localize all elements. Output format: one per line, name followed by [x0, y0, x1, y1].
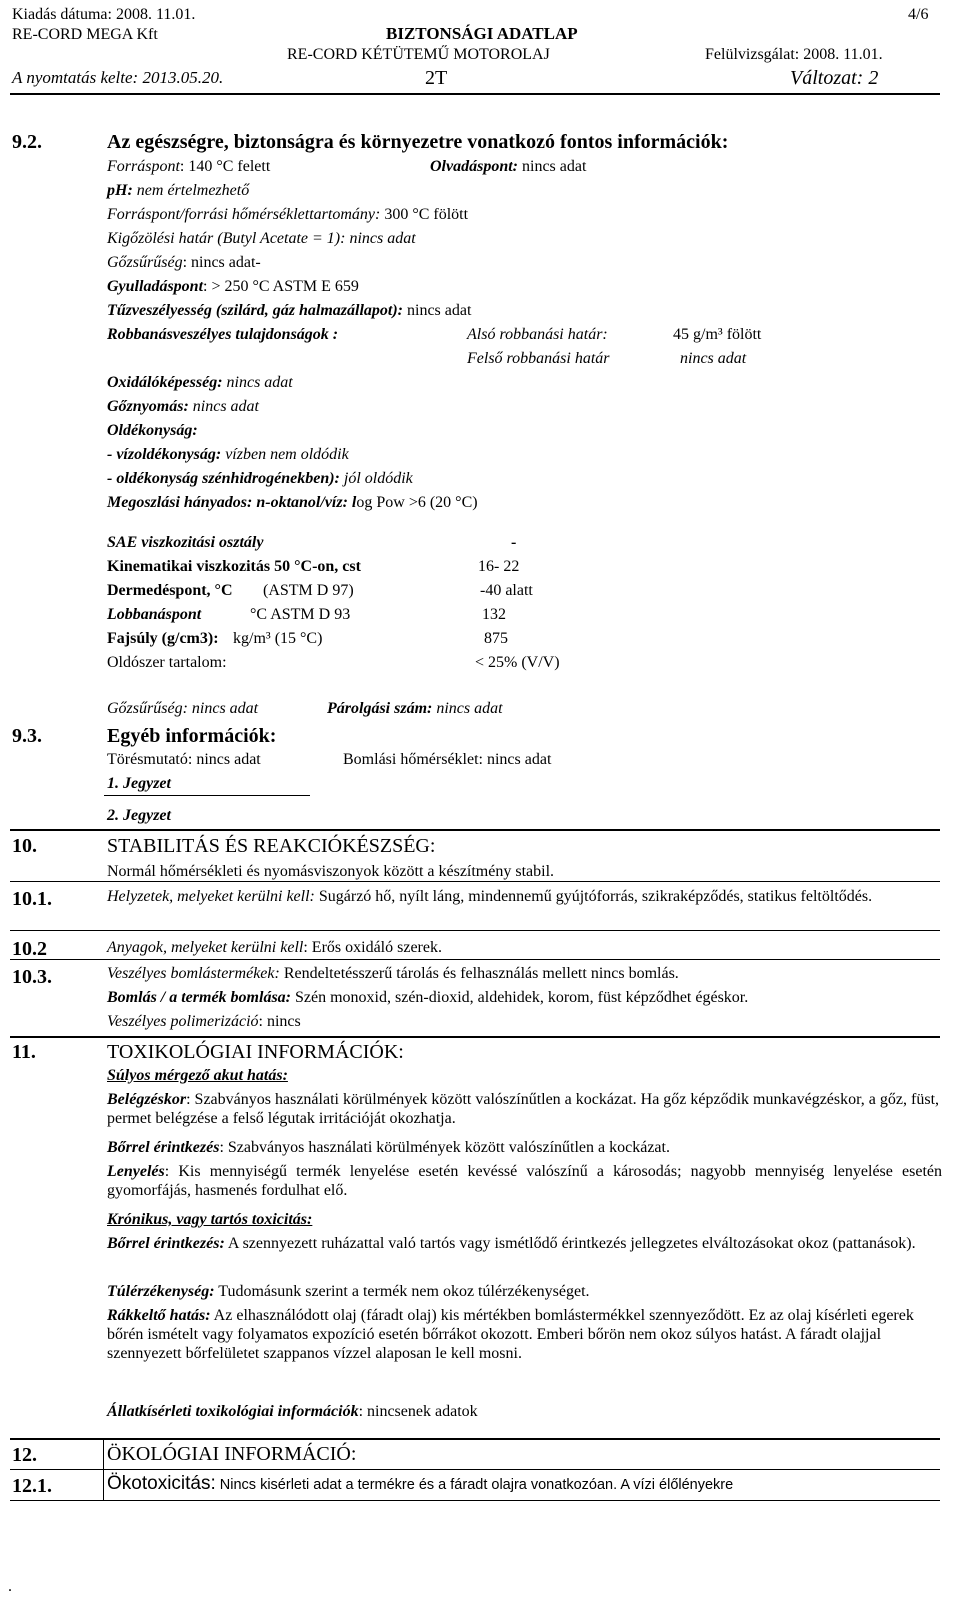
boiling-range-line	[107, 205, 468, 224]
vapour-density-value-2: nincs adat	[187, 700, 259, 717]
hydrocarbon-solubility-value: jól oldódik	[339, 470, 413, 487]
oxidizing-label: Oxidálóképesség:	[107, 374, 223, 391]
explosive-properties-label: Robbanásveszélyes tulajdonságok :	[107, 326, 339, 343]
density-unit: kg/m³ (15 °C)	[233, 630, 323, 647]
boiling-range-label: Forráspont/forrási hőmérséklettartomány:	[107, 206, 381, 223]
chronic-skin-text: A szennyezett ruházattal való tartós vagy ismétlődő érintkezés jellegzetes elváltozásokat okoz (pattanások).	[224, 1235, 916, 1252]
ignition-point-value: : > 250 °C ASTM E 659	[203, 278, 359, 295]
chronic-skin-paragraph	[107, 1234, 942, 1253]
inhalation-label: Belégzéskor	[107, 1091, 187, 1108]
section-12-top-rule	[10, 1438, 940, 1440]
conditions-to-avoid-label: Helyzetek, melyeket kerülni kell:	[107, 888, 315, 905]
materials-to-avoid-text: : Erős oxidáló szerek.	[303, 939, 442, 956]
column-rule	[103, 1438, 104, 1500]
revision-date: Felülvizsgálat: 2008. 11.01.	[705, 46, 883, 63]
partition-coefficient-value: og Pow >6 (20 °C)	[356, 494, 478, 511]
ph-value: nem értelmezhető	[132, 182, 250, 199]
evaporation-limit: Kigőzölési határ (Butyl Acetate = 1): nincs adat	[107, 230, 416, 247]
skin-contact-paragraph	[107, 1138, 670, 1157]
vapour-pressure-line	[107, 397, 259, 416]
page-number: 4/6	[908, 6, 929, 23]
hazardous-decomposition-label: Veszélyes bomlástermékek:	[107, 965, 280, 982]
flash-point-value: 132	[482, 606, 506, 623]
flash-point-label: Lobbanáspont	[107, 606, 202, 623]
viscosity-label: Kinematikai viszkozitás 50 °C-on, cst	[107, 558, 361, 575]
page-footer-mark: .	[8, 1578, 12, 1595]
density-value: 875	[484, 630, 508, 647]
pour-point-method: (ASTM D 97)	[263, 582, 354, 599]
hazardous-polymerization-label: Veszélyes polimerizáció	[107, 1013, 259, 1030]
rule	[10, 1469, 940, 1470]
evaporation-number-line	[327, 699, 503, 718]
melting-point-line	[430, 157, 586, 176]
stability-text: Normál hőmérsékleti és nyomásviszonyok között a készítmény stabil.	[107, 863, 555, 880]
issue-date: Kiadás dátuma: 2008. 11.01.	[12, 6, 196, 23]
water-solubility-line	[107, 445, 349, 464]
refractive-index: Törésmutató: nincs adat	[107, 751, 261, 768]
company-name: RE-CORD MEGA Kft	[12, 26, 158, 43]
upper-explosion-limit-label: Felső robbanási határ	[467, 350, 610, 367]
vapour-density-value: : nincs adat-	[182, 254, 261, 271]
vapour-density-label: Gőzsűrűség	[107, 254, 183, 271]
decomposition-products	[107, 988, 748, 1007]
section-title: Az egészségre, biztonságra és környezetre vonatkozó fontos információk:	[107, 131, 729, 153]
vapour-pressure-value: nincs adat	[188, 398, 259, 415]
header-rule	[10, 93, 940, 95]
ecotoxicity-label: Ökotoxicitás:	[107, 1473, 216, 1494]
ingestion-text: : Kis mennyiségű termék lenyelése esetén kevéssé valószínű a károsodás; nagyobb mennyiség lenyelése esetén gyomorfájás, hasmenés fordulhat elő.	[107, 1163, 942, 1200]
sensitisation-text: Tudomásunk szerint a termék nem okoz túlérzékenységet.	[214, 1283, 590, 1300]
solvent-content-value: < 25% (V/V)	[475, 654, 560, 671]
ingestion-paragraph	[107, 1162, 942, 1200]
oxidizing-line	[107, 373, 293, 392]
solubility-label: Oldékonyság:	[107, 422, 198, 439]
note-rule	[104, 795, 310, 796]
note-2: 2. Jegyzet	[107, 807, 171, 824]
ignition-point-line	[107, 277, 359, 296]
section-number: 11.	[12, 1041, 36, 1063]
section-number: 9.2.	[12, 131, 42, 153]
evaporation-number-label: Párolgási szám:	[327, 700, 433, 717]
animal-toxicology-text: : nincsenek adatok	[358, 1403, 478, 1420]
partition-coefficient-label: Megoszlási hányados: n-oktanol/víz: l	[107, 494, 357, 511]
flammability-line	[107, 301, 471, 320]
ingestion-label: Lenyelés	[107, 1163, 165, 1180]
lower-explosion-limit-value: 45 g/m³ fölött	[673, 326, 762, 343]
pour-point-value: -40 alatt	[480, 582, 533, 599]
section-title: TOXIKOLÓGIAI INFORMÁCIÓK:	[107, 1041, 404, 1063]
flammability-value: nincs adat	[403, 302, 472, 319]
section-10-top-rule	[10, 829, 940, 831]
melting-point-value: nincs adat	[518, 158, 587, 175]
oxidizing-value: nincs adat	[222, 374, 293, 391]
upper-explosion-limit-value: nincs adat	[680, 350, 747, 367]
ph-line	[107, 181, 249, 200]
partition-coefficient-line	[107, 493, 478, 512]
hydrocarbon-solubility-label: - oldékonyság szénhidrogénekben):	[107, 470, 340, 487]
rule	[10, 930, 940, 931]
materials-to-avoid-label: Anyagok, melyeket kerülni kell	[107, 939, 304, 956]
rule	[10, 1500, 940, 1501]
boiling-range-value: 300 °C fölött	[380, 206, 469, 223]
section-title: ÖKOLÓGIAI INFORMÁCIÓ:	[107, 1443, 357, 1465]
vapour-pressure-label: Gőznyomás:	[107, 398, 189, 415]
acute-toxicity-heading: Súlyos mérgező akut hatás:	[107, 1067, 288, 1084]
animal-toxicology-label: Állatkísérleti toxikológiai információk	[107, 1403, 359, 1420]
print-date: A nyomtatás kelte: 2013.05.20.	[12, 68, 224, 87]
product-code: 2T	[425, 67, 448, 89]
ignition-point-label: Gyulladáspont	[107, 278, 204, 295]
subsection-10-3-number: 10.3.	[12, 966, 52, 988]
flammability-label: Tűzveszélyesség (szilárd, gáz halmazállapot):	[107, 302, 403, 319]
decomposition-products-text: Szén monoxid, szén-dioxid, aldehidek, korom, füst képződhet égéskor.	[291, 989, 749, 1006]
inhalation-text: : Szabványos használati körülmények között valószínűtlen a kockázat. Ha gőz képződik munkavégzéskor, a gőz, füst, permet belégzése a felső légutak irritációját okozhatja.	[107, 1091, 940, 1128]
sensitisation-paragraph	[107, 1282, 590, 1301]
evaporation-number-value: nincs adat	[432, 700, 503, 717]
hazardous-decomposition	[107, 964, 679, 983]
ecotoxicity-text: Nincs kisérleti adat a termékre és a fáradt olajra vonatkozóan. A vízi élőlényekre	[215, 1477, 734, 1493]
carcinogenicity-text: Az elhasználódott olaj (fáradt olaj) kis mértékben bomlástermékkel szennyeződött. Ez az olaj kísérleti egerek bőrén ismételt vagy folyamatos expozíció esetén bőrrákot okozott. Emberi bőrön nem okoz súlyos hatást. A fáradt olajjal szennyezett bőrfelületet szappanos vízzel alaposan le kell mosni.	[107, 1307, 914, 1363]
subsection-10-2-number: 10.2	[12, 938, 47, 960]
hydrocarbon-solubility-line	[107, 469, 413, 488]
section-title: STABILITÁS ÉS REAKCIÓKÉSZSÉG:	[107, 835, 436, 857]
version: Változat: 2	[790, 67, 879, 89]
sae-label: SAE viszkozitási osztály	[107, 534, 264, 551]
hazardous-polymerization	[107, 1012, 301, 1031]
section-title: Egyéb információk:	[107, 725, 277, 747]
decomposition-temperature: Bomlási hőmérséklet: nincs adat	[343, 751, 552, 768]
chronic-skin-label: Bőrrel érintkezés:	[107, 1235, 225, 1252]
ecotoxicity-line	[107, 1473, 733, 1496]
boiling-point-line	[107, 157, 270, 176]
product-name: RE-CORD KÉTÜTEMŰ MOTOROLAJ	[287, 46, 550, 63]
animal-toxicology-paragraph	[107, 1402, 478, 1421]
materials-to-avoid	[107, 938, 442, 957]
density-label: Fajsúly (g/cm3):	[107, 630, 219, 647]
hazardous-polymerization-text: : nincs	[258, 1013, 301, 1030]
pour-point-label: Dermedéspont, °C	[107, 582, 233, 599]
document-title: BIZTONSÁGI ADATLAP	[386, 24, 578, 43]
subsection-12-1-number: 12.1.	[12, 1475, 52, 1497]
flash-point-method: °C ASTM D 93	[250, 606, 351, 623]
subsection-10-1-number: 10.1.	[12, 888, 52, 910]
section-number: 12.	[12, 1444, 37, 1466]
hazardous-decomposition-text: Rendeltetésszerű tárolás és felhasználás mellett nincs bomlás.	[279, 965, 679, 982]
carcinogenicity-label: Rákkeltő hatás:	[107, 1307, 211, 1324]
rule	[10, 959, 940, 960]
vapour-density-label-2: Gőzsűrűség:	[107, 700, 188, 717]
rule	[10, 881, 940, 882]
solvent-content-label: Oldószer tartalom:	[107, 654, 227, 671]
skin-contact-label: Bőrrel érintkezés	[107, 1139, 220, 1156]
skin-contact-text: : Szabványos használati körülmények között valószínűtlen a kockázat.	[219, 1139, 670, 1156]
inhalation-paragraph	[107, 1090, 942, 1128]
note-1: 1. Jegyzet	[107, 775, 171, 792]
decomposition-products-label: Bomlás / a termék bomlása:	[107, 989, 291, 1006]
carcinogenicity-paragraph	[107, 1306, 942, 1364]
ph-label: pH:	[107, 182, 133, 199]
boiling-point-label: Forráspont	[107, 158, 180, 175]
chronic-toxicity-heading: Krónikus, vagy tartós toxicitás:	[107, 1211, 313, 1228]
sensitisation-label: Túlérzékenység:	[107, 1283, 215, 1300]
vapour-density-line-2	[107, 699, 258, 718]
water-solubility-value: vízben nem oldódik	[221, 446, 349, 463]
lower-explosion-limit-label: Alsó robbanási határ:	[467, 326, 608, 343]
boiling-point-value: : 140 °C felett	[179, 158, 271, 175]
section-11-top-rule	[10, 1036, 940, 1038]
conditions-to-avoid	[107, 887, 942, 906]
melting-point-label: Olvadáspont:	[430, 158, 518, 175]
viscosity-value: 16- 22	[478, 558, 520, 575]
section-number: 10.	[12, 835, 37, 857]
water-solubility-label: - vízoldékonyság:	[107, 446, 222, 463]
vapour-density-line	[107, 253, 261, 272]
sae-value: -	[511, 534, 517, 551]
conditions-to-avoid-text: Sugárzó hő, nyílt láng, mindennemű gyújtóforrás, szikraképződés, statikus feltöltődés.	[314, 888, 873, 905]
section-number: 9.3.	[12, 725, 42, 747]
